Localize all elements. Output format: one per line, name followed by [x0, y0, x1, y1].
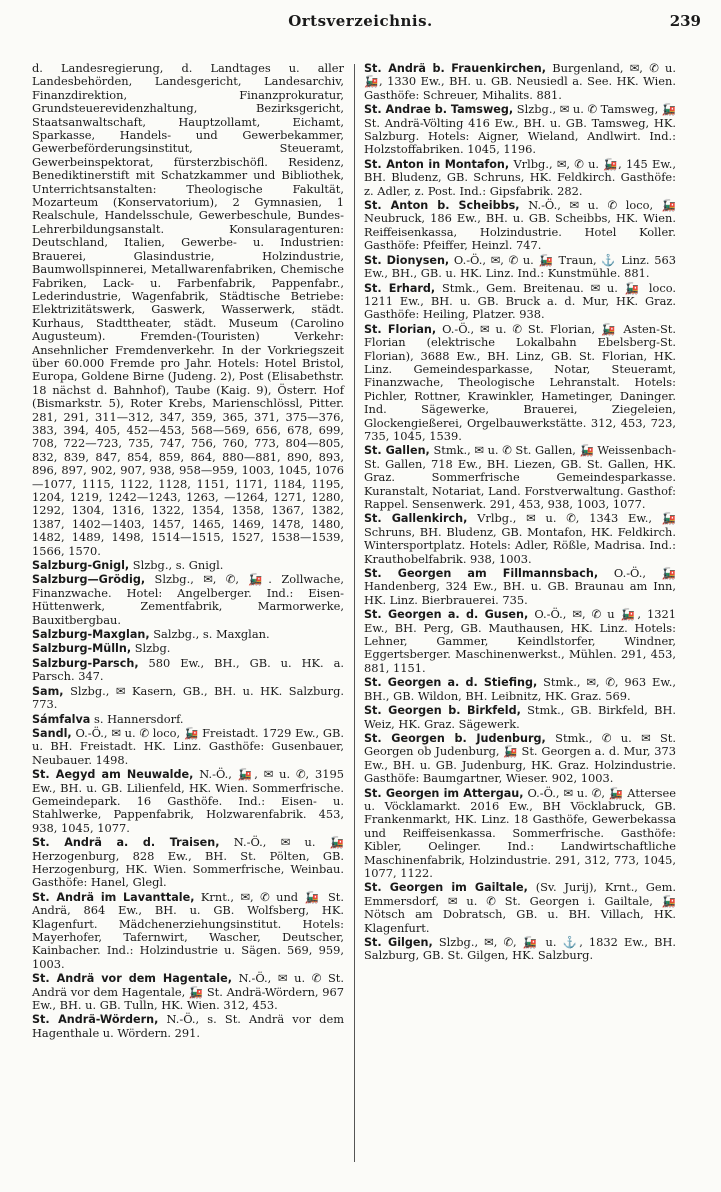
entry-place-name: St. Georgen b. Judenburg, [364, 731, 546, 745]
entry-place-name: Salzburg-Maxglan, [32, 628, 150, 642]
entry-text: N.-Ö., ✉ u. ✆ loco, 🚂 Neubruck, 186 Ew., BH. u. GB. Scheibbs, HK. Wien. Reiffeisenkassa, Holzindustrie. Hotel Koller. Gasthöfe: Pfeiffer, Heinzl. 747. [364, 198, 676, 253]
directory-entry [32, 628, 344, 641]
entry-text: N.-Ö., ✉ u. ✆ St. Andrä vor dem Hagentale, 🚂 St. Andrä-Wördern, 967 Ew., BH. u. GB. Tulln, HK. Wien. 312, 453. [32, 971, 345, 1013]
directory-entry [364, 676, 676, 703]
directory-entry [32, 727, 344, 767]
entry-text: O.-Ö., ✉ u. ✆, 🚂 Attersee u. Vöcklamarkt. 2016 Ew., BH Vöcklabruck, GB. Frankenmarkt, HK. Linz. 18 Gasthöfe, Gewerbekassa und Reiffeisenkassa. Sommerfrische. Gasthöfe: Kibler, Oelinger. Ind.: Landwirtschaftliche Maschinenfabrik, Holzindustrie. 291, 312, 773, 1045, 1077, 1122. [364, 785, 677, 880]
directory-entry [364, 732, 676, 786]
entry-text: N.-Ö., ✉ u. 🚂 Herzogenburg, 828 Ew., BH. St. Pölten, GB. Herzogenburg, HK. Wien. Sommerfrische, Weinbau. Gasthöfe: Hanel, Glegl. [32, 835, 345, 890]
entry-text: Krnt., ✉, ✆ und 🚂 St. Andrä, 864 Ew., BH. u. GB. Wolfsberg, HK. Klagenfurt. Mädchenerziehungsinstitut. Hotels: Mayerhofer, Tafernwirt, Wascher, Deutscher, Kainbacher. Ind.: Holzindustrie u. Sägen. 569, 959, 1003. [32, 889, 345, 971]
entry-place-name: Salzburg-Mülln, [32, 642, 132, 656]
entry-text: Slzbg., ✉ Kasern, GB., BH. u. HK. Salzburg. 773. [32, 683, 344, 712]
directory-entry [364, 199, 676, 253]
directory-entry [32, 657, 344, 684]
directory-entry [364, 254, 676, 281]
entry-text: Stmk., ✉, ✆, 963 Ew., BH., GB. Wildon, BH. Leibnitz, HK. Graz. 569. [364, 675, 676, 703]
entry-place-name: St. Georgen b. Birkfeld, [364, 704, 521, 718]
entry-place-name: St. Erhard, [364, 281, 436, 295]
entry-text: O.-Ö., 🚂 Handenberg, 324 Ew., BH. u. GB. Braunau am Inn, HK. Linz. Bierbrauerei. 735. [364, 566, 676, 607]
entry-text: Slzbg., ✉, ✆, 🚂. Zollwache, Finanzwache. Hotel: Angelberger. Ind.: Eisen-Hüttenwerk, Zementfabrik, Marmorwerke, Bauxitbergbau. [32, 572, 344, 627]
directory-entry [364, 103, 676, 157]
entry-place-name: Sam, [32, 684, 64, 698]
entry-text: Stmk., GB. Birkfeld, BH. Weiz, HK. Graz. Sägewerk. [364, 703, 677, 731]
directory-entry [364, 62, 676, 102]
entry-text: Slzbg., s. Gnigl. [132, 558, 224, 573]
entry-place-name: St. Florian, [364, 322, 437, 336]
entry-place-name: St. Dionysen, [364, 253, 450, 267]
column-divider [354, 64, 355, 1162]
directory-entry [364, 323, 676, 444]
entry-text: s. Hannersdorf. [93, 711, 184, 726]
directory-entry [32, 713, 344, 726]
entry-place-name: St. Georgen im Gailtale, [364, 881, 528, 895]
entry-place-name: St. Andrä im Lavanttale, [32, 890, 195, 904]
entry-text: Vrlbg., ✉ u. ✆, 1343 Ew., 🚂 Schruns, BH. Bludenz, GB. Montafon, HK. Feldkirch. Wintersportplatz. Hotels: Adler, Rößle, Madrisa. Ind.: Krauthobelfabrik. 938, 1003. [364, 511, 676, 566]
directory-entry [32, 891, 344, 971]
directory-entry [364, 608, 676, 675]
entry-place-name: St. Georgen a. d. Gusen, [364, 608, 529, 622]
directory-entry [364, 512, 676, 566]
directory-entry [364, 158, 676, 198]
entry-text: Stmk., Gem. Breitenau. ✉ u. 🚂 loco. 1211 Ew., BH. u. GB. Bruck a. d. Mur, HK. Graz. Gasthöfe: Heiling, Platzer. 938. [364, 280, 677, 322]
entry-text: N.-Ö., 🚂, ✉ u. ✆, 3195 Ew., BH. u. GB. Lilienfeld, HK. Wien. Sommerfrische. Gemeindepark. 16 Gasthöfe. Ind.: Eisen- u. Stahlwerke, Pappenfabrik, Holzwarenfabrik. 453, 938, 1045, 1077. [32, 767, 345, 835]
directory-entry [364, 704, 676, 731]
directory-entry [364, 787, 676, 881]
directory-entry [364, 282, 676, 322]
left-column [32, 62, 344, 1041]
page-header [0, 4, 721, 40]
entry-text: (Sv. Jurij), Krnt., Gem. Emmersdorf, ✉ u. ✆ St. Georgen i. Gailtale, 🚂 Nötsch am Dobratsch, GB. u. BH. Villach, HK. Klagenfurt. [364, 880, 676, 935]
entry-place-name: St. Gallen, [364, 444, 430, 458]
directory-entry [364, 936, 676, 963]
entry-place-name: St. Georgen am Fillmannsbach, [364, 567, 599, 581]
entry-text: 580 Ew., BH., GB. u. HK. a. Parsch. 347. [32, 655, 344, 684]
directory-entry [32, 573, 344, 627]
directory-entry [32, 559, 344, 572]
entry-text: Salzbg., s. Maxglan. [153, 627, 270, 642]
entry-text: Slzbg., ✉ u. ✆ Tamsweg, 🚂 St. Andrä-Völting 416 Ew., BH. u. GB. Tamsweg, HK. Salzburg. Hotels: Aigner, Wieland, Andlwirt. Ind.: Holzstoffabriken. 1045, 1196. [364, 102, 676, 157]
directory-entry [32, 1013, 344, 1040]
page-number: 239 [669, 12, 701, 30]
entry-text: O.-Ö., ✉, ✆ u. 🚂 Traun, ⚓ Linz. 563 Ew., BH., GB. u. HK. Linz. Ind.: Kunstmühle. 881. [364, 252, 677, 281]
directory-entry [32, 642, 344, 655]
entry-place-name: St. Andrä a. d. Traisen, [32, 836, 220, 850]
directory-entry [364, 567, 676, 607]
entry-text: Slzbg., ✉, ✆, 🚂 u. ⚓, 1832 Ew., BH. Salzburg, GB. St. Gilgen, HK. Salzburg. [364, 935, 676, 963]
entry-place-name: St. Andrä-Wördern, [32, 1013, 159, 1027]
directory-entry [32, 836, 344, 890]
directory-entry [32, 62, 344, 558]
entry-place-name: Sandl, [32, 726, 72, 740]
entry-place-name: St. Anton in Montafon, [364, 157, 510, 171]
entry-place-name: Salzburg-Gnigl, [32, 559, 130, 573]
directory-entry [32, 768, 344, 835]
entry-place-name: St. Gilgen, [364, 936, 433, 949]
entry-place-name: St. Aegyd am Neuwalde, [32, 768, 194, 782]
entry-text: N.-Ö., s. St. Andrä vor dem Hagenthale u. Wördern. 291. [32, 1012, 344, 1040]
directory-entry [32, 685, 344, 712]
directory-entry [364, 881, 676, 935]
entry-place-name: St. Georgen im Attergau, [364, 786, 524, 800]
entry-text: Burgenland, ✉, ✆ u. 🚂, 1330 Ew., BH. u. GB. Neusiedl a. See. HK. Wien. Gasthöfe: Schreuer, Mihalits. 881. [364, 61, 677, 102]
entry-place-name: St. Gallenkirch, [364, 512, 468, 526]
entry-text: O.-Ö., ✉ u. ✆ St. Florian, 🚂 Asten-St. Florian (elektrische Lokalbahn Ebelsberg-St. Florian), 3688 Ew., BH. Linz, GB. St. Florian, HK. Linz. Gemeindesparkasse, Notar, Steueramt, Finanzwache, Theologische Lehranstalt. Hotels: Pichler, Rottner, Krawinkler, Hametinger, Daninger. Ind. Sägewerke, Brauerei, Ziegeleien, Glockengießerei, Orgelbauwerkstätte. 312, 453, 723, 735, 1045, 1539. [364, 321, 676, 443]
entry-place-name: Salzburg-Parsch, [32, 656, 139, 670]
entry-place-name: Salzburg—Grödig, [32, 573, 146, 587]
entry-text: Stmk., ✆ u. ✉ St. Georgen ob Judenburg, 🚂 St. Georgen a. d. Mur, 373 Ew., BH. u. GB. Judenburg, HK. Graz. Holzindustrie. Gasthöfe: Baumgartner, Wieser. 902, 1003. [364, 730, 676, 786]
entry-place-name: St. Georgen a. d. Stiefing, [364, 676, 538, 690]
directory-entry [32, 972, 344, 1012]
entry-place-name: St. Anton b. Scheibbs, [364, 199, 520, 213]
entry-place-name: St. Andrä b. Frauenkirchen, [364, 62, 546, 75]
directory-entry [364, 444, 676, 511]
right-column [364, 62, 676, 964]
entry-text: d. Landesregierung, d. Landtages u. aller Landesbehörden, Landesgericht, Landesarchiv, Finanzdirektion, Finanzprokuratur, Grundsteuerevidenzhaltung, Bezirksgericht, Staatsanwaltschaft, Hauptzollamt, Eichamt, Sparkasse, Handels- und Gewerbekammer, Gewerbeförderungsinstitut, Steueramt, Gewerbeinspektorat, fürsterzbischöfl. Residenz, Benediktinerstift mit Schatzkammer und Bibliothek, Unterrichtsanstalten: Theologische Fakultät, Mozarteum (Konservatorium), 2 Gymnasien, 1 Realschule, Handelsschule, Gewerbeschule, Bundes-Lehrerbildungsanstalt. Konsularagenturen: Deutschland, Italien, Gewerbe- u. Industrien: Brauerei, Glasindustrie, Holzindustrie, Baumwollspinnerei, Metallwarenfabriken, Chemische Fabriken, Lack- u. Farbenfabrik, Pappenfabr., Lederindustrie, Wagenfabrik, Städtische Betriebe: Elektrizitätswerk, Gaswerk, Wasserwerk, städt. Kurhaus, Stadttheater, städt. Museum (Carolino Augusteum). Fremden-(Touristen) Verkehr: Ansehnlicher Fremdenverkehr. In der Vorkriegszeit über 60.000 Fremde pro Jahr. Hotels: Hotel Bristol, Europa, Goldene Birne (Judeng. 2), Post (Elisabethstr. 18 nächst d. Bahnhof), Taube (Kaig. 9), Österr. Hof (Bismarkstr. 5), Roter Krebs, Marienschlössl, Pitter. 281, 291, 311—312, 347, 359, 365, 371, 375—376, 383, 394, 405, 452—453, 568—569, 656, 678, 699, 708, 722—723, 735, 747, 756, 760, 773, 804—805, 832, 839, 847, 854, 859, 864, 880—881, 890, 893, 896, 897, 902, 907, 938, 958—959, 1003, 1045, 1076—1077, 1115, 1122, 1128, 1151, 1171, 1184, 1195, 1204, 1219, 1242—1243, 1263, —1264, 1271, 1280, 1292, 1304, 1316, 1322, 1354, 1358, 1367, 1382, 1387, 1402—1403, 1457, 1465, 1469, 1478, 1480, 1482, 1489, 1498, 1514—1515, 1527, 1538—1539, 1566, 1570. [32, 61, 344, 558]
entry-text: Vrlbg., ✉, ✆ u. 🚂, 145 Ew., BH. Bludenz, GB. Schruns, HK. Feldkirch. Gasthöfe: z. Adler, z. Post. Ind.: Gipsfabrik. 282. [364, 156, 676, 198]
entry-text: O.-Ö., ✉ u. ✆ loco, 🚂 Freistadt. 1729 Ew., GB. u. BH. Freistadt. HK. Linz. Gasthöfe: Gusenbauer, Neubauer. 1498. [32, 725, 344, 767]
entry-place-name: St. Andrae b. Tamsweg, [364, 103, 514, 117]
page-title: Ortsverzeichnis. [288, 12, 433, 30]
entry-text: O.-Ö., ✉, ✆ u 🚂, 1321 Ew., BH. Perg, GB. Mauthausen, HK. Linz. Hotels: Lehner, Gammer, Keindlstorfer, Windner, Eggertsberger. Maschinenwerkst., Mühlen. 291, 453, 881, 1151. [364, 607, 676, 675]
entry-place-name: Sámfalva [32, 712, 91, 726]
entry-place-name: St. Andrä vor dem Hagentale, [32, 972, 232, 986]
entry-text: Stmk., ✉ u. ✆ St. Gallen, 🚂 Weissenbach-St. Gallen, 718 Ew., BH. Liezen, GB. St. Gallen, HK. Graz. Sommerfrische Gemeindesparkasse. Kuranstalt, Notariat, Land. Forstverwaltung. Gasthof: Rappel. Sensenwerk. 291, 453, 938, 1003, 1077. [364, 443, 676, 511]
entry-text: Slzbg. [134, 641, 171, 656]
